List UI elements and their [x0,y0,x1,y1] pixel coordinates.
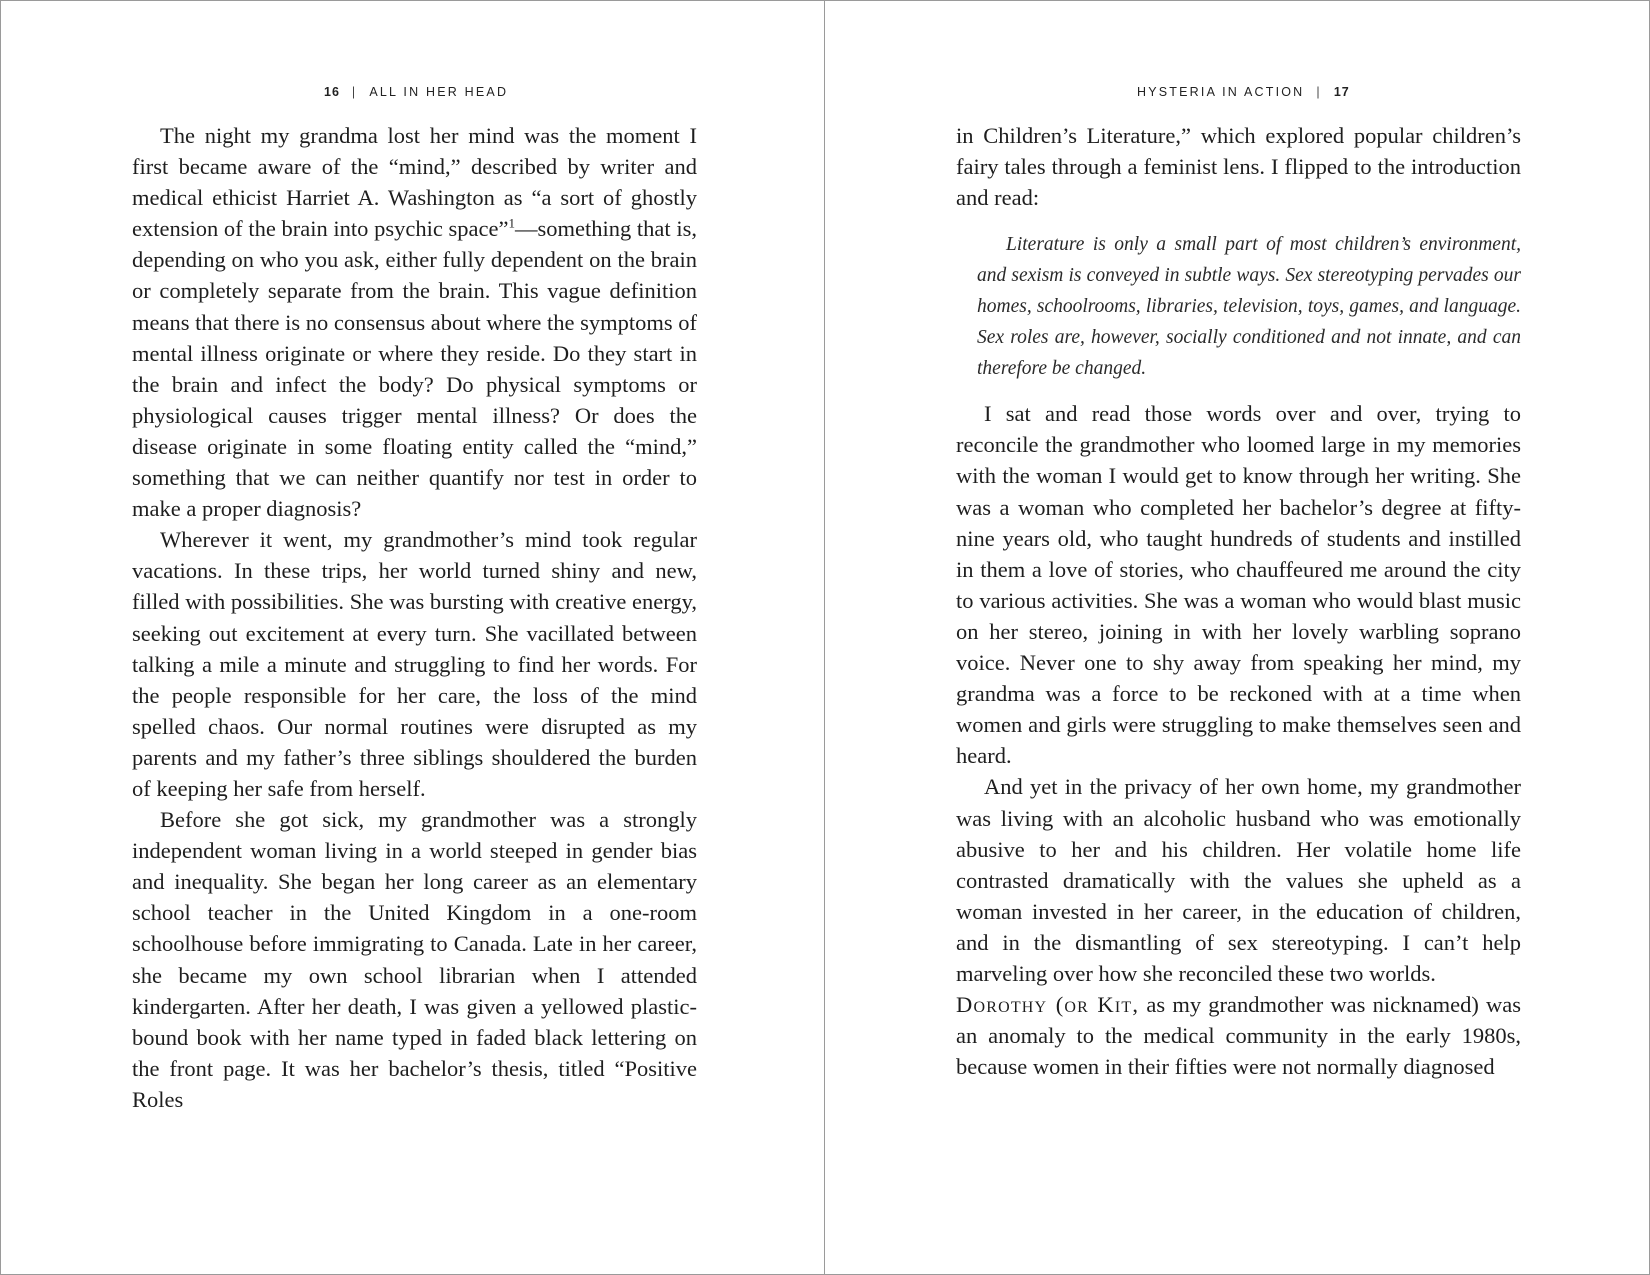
right-header-title: HYSTERIA IN ACTION [1137,85,1305,99]
right-paragraph-1: I sat and read those words over and over, trying to reconcile the grandmother who loomed large in my memories with the woman I would get to know through her writing. She was a woman who completed her bachelor’s degree at fifty-nine years old, who taught hundreds of students and instilled in them a love of stories, who chauffeured me around the city to various activities. She was a woman who would blast music on her stereo, joining in with her lovely warbling soprano voice. Never one to shy away from speaking her mind, my grandma was a force to be reckoned with at a time when women and girls were struggling to make themselves seen and heard. [956,401,1521,769]
right-body-text [956,120,1521,1082]
block-quote: Literature is only a small part of most children’s environment, and sexism is conveyed in subtle ways. Sex stereotyping pervades our homes, schoolrooms, libraries, television, toys, games, and language. Sex roles are, however, socially conditioned and not innate, and can therefore be changed. [977,234,1521,380]
left-paragraph-3: Before she got sick, my grandmother was a strongly independent woman living in a world steeped in gender bias and inequality. She began her long career as an elementary school teacher in the United Kingdom in a one-room schoolhouse before immigrating to Canada. Late in her career, she became my own school librarian when I attended kindergarten. After her death, I was given a yellowed plastic-bound book with her name typed in faded black lettering on the front page. It was her bachelor’s thesis, titled “Positive Roles [132,807,697,1112]
left-paragraph-2: Wherever it went, my grandmother’s mind took regular vacations. In these trips, her world turned shiny and new, filled with possibilities. She was bursting with creative energy, seeking out excitement at every turn. She vacillated between talking a mile a minute and struggling to find her words. For the people responsible for her care, the loss of the mind spelled chaos. Our normal routines were disrupted as my parents and my father’s three siblings shouldered the burden of keeping her safe from herself. [132,527,697,801]
right-running-head [1137,85,1350,99]
right-intro-paragraph: in Children’s Literature,” which explored popular children’s fairy tales through a feminist lens. I flipped to the introduction and read: [956,123,1521,211]
right-paragraph-2: And yet in the privacy of her own home, my grandmother was living with an alcoholic husband who was emotionally abusive to her and his children. Her volatile home life contrasted dramatically with the values she upheld as a woman invested in her career, in the education of children, and in the dismantling of sex stereotyping. I can’t help marveling over how she reconciled these two worlds. [956,774,1521,986]
right-section-start-paragraph [956,989,1521,1082]
left-running-head [324,85,508,99]
left-paragraph-1-part-2: —something that is, depending on who you ask, either fully dependent on the brain or completely separate from the brain. This vague definition means that there is no consensus about where the symptoms of mental illness originate or where they reside. Do they start in the brain and infect the body? Do physical symptoms or physiological causes trigger mental illness? Or does the disease originate in some floating entity called the “mind,” something that we can neither quantify nor test in order to make a proper diagnosis? [132,216,697,522]
left-page-number: 16 [324,85,340,99]
footnote-marker: 1 [508,215,515,231]
left-paragraph-1-part-1: The night my grandma lost her mind was the moment I first became aware of the “mind,” described by writer and medical ethicist Harriet A. Washington as “a sort of ghostly extension of the brain into psychic space” [132,123,697,242]
right-header-separator: | [1316,85,1322,99]
right-page-number: 17 [1333,85,1350,99]
left-paragraph-1 [132,120,697,524]
section-start-text: as my grandmother was nicknamed) was an anomaly to the medical community in the early 1980s, because women in their fifties were not normally diagnosed [956,992,1521,1080]
right-page [824,0,1650,1275]
left-header-separator: | [351,85,358,99]
left-body-text [132,120,697,1115]
section-lead-in: Dorothy (or Kit, [956,992,1140,1018]
left-header-title: ALL IN HER HEAD [369,85,509,99]
